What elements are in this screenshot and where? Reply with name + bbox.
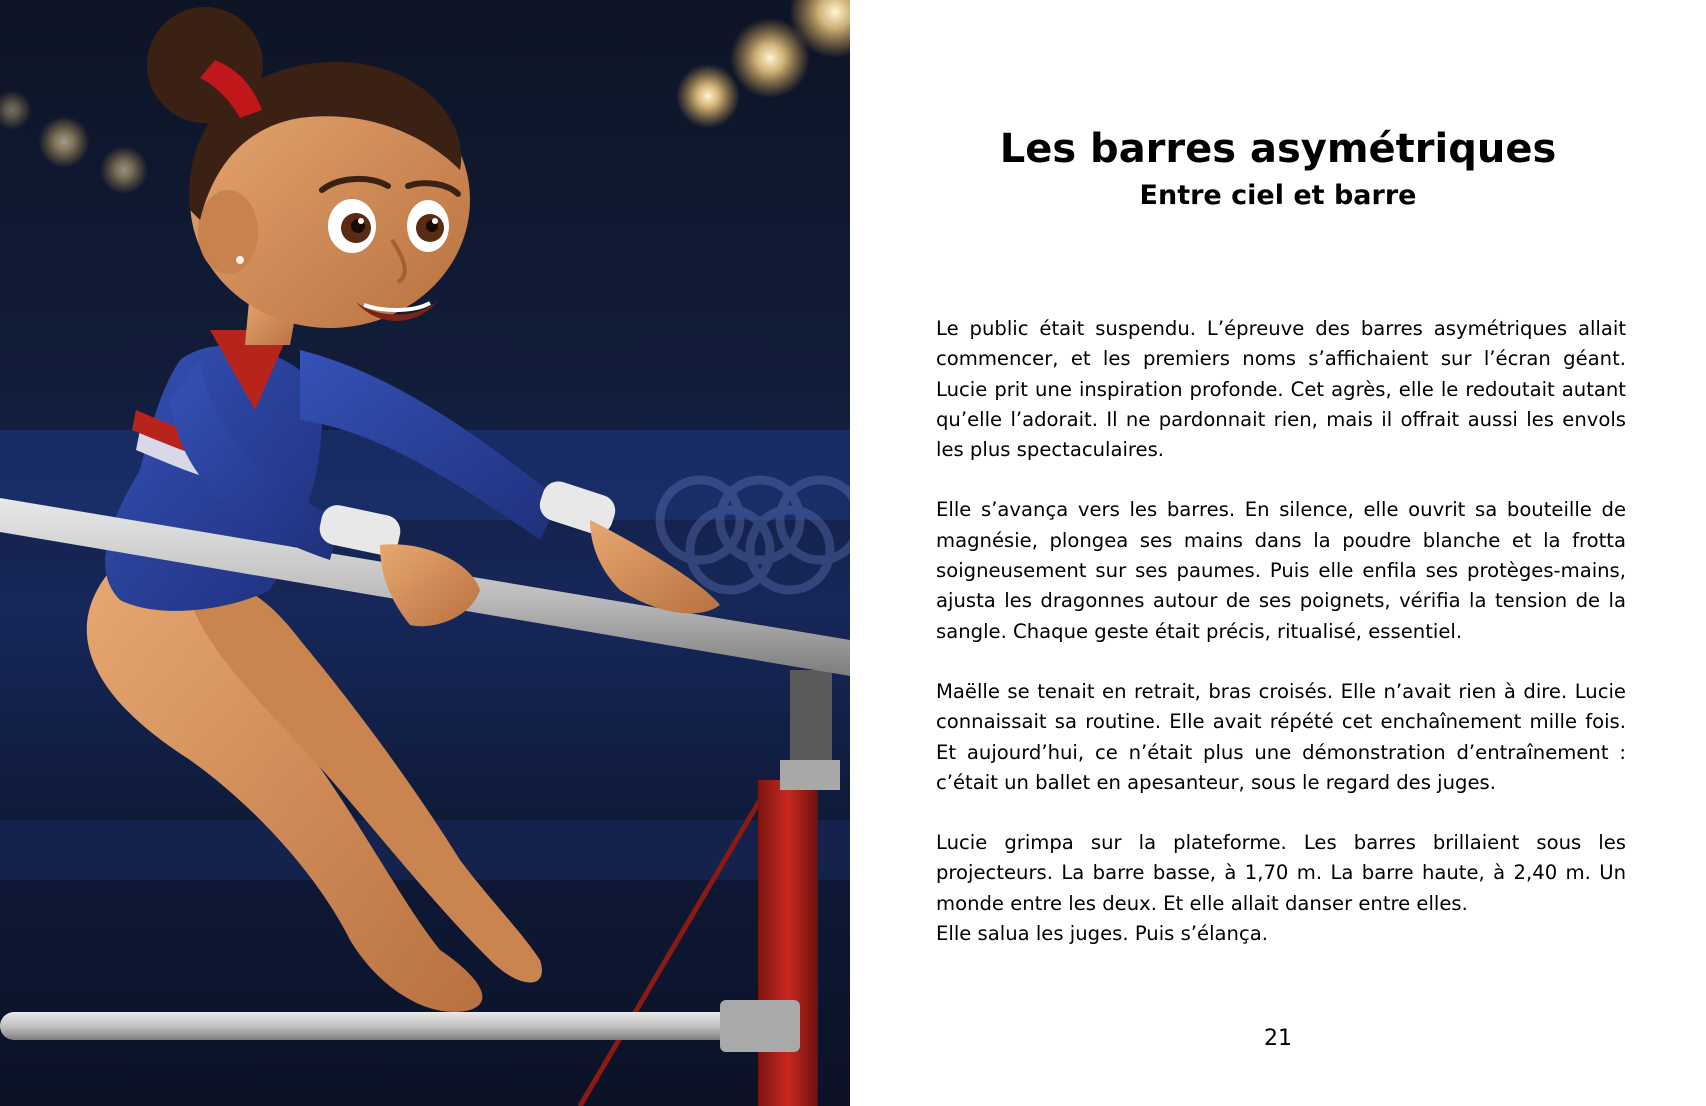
- paragraph: Le public était suspendu. L’épreuve des barres asymétriques allait commencer, et les premiers noms s’affichaient sur l’écran géant. Lucie prit une inspiration profonde. Cet agrès, elle le redoutait autant qu’elle l’adorait. Il ne pardonnait rien, mais il offrait aussi les envols les plus spectaculaires.: [936, 317, 1626, 462]
- gymnast-illustration: [0, 0, 850, 1106]
- paragraph: Elle s’avança vers les barres. En silence, elle ouvrit sa bouteille de magnésie, plongea ses mains dans la poudre blanche et la frotta soigneusement sur ses paumes. Puis elle enfila ses protèges-mains, ajusta les dragonnes autour de ses poignets, vérifia la tension de la sangle. Chaque geste était précis, ritualisé, essentiel.: [936, 498, 1626, 643]
- page-number: 21: [1264, 1026, 1292, 1051]
- paragraph: Lucie grimpa sur la plateforme. Les barres brillaient sous les projecteurs. La barre basse, à 1,70 m. La barre haute, à 2,40 m. Un monde entre les deux. Et elle allait danser entre elles.: [936, 831, 1626, 915]
- paragraph: Maëlle se tenait en retrait, bras croisés. Elle n’avait rien à dire. Lucie connaissait sa routine. Elle avait répété cet enchaînement mille fois. Et aujourd’hui, ce n’était plus une démonstration d’entraînement : c’était un ballet en apesanteur, sous le regard des juges.: [936, 679, 1626, 794]
- paragraph: Elle salua les juges. Puis s’élança.: [936, 922, 1268, 946]
- body-text: [936, 314, 1626, 949]
- text-page: [850, 0, 1706, 1106]
- chapter-subtitle: Entre ciel et barre: [1139, 180, 1417, 211]
- chapter-title: Les barres asymétriques: [999, 126, 1557, 172]
- gymnast-illustration-art: [0, 0, 850, 1106]
